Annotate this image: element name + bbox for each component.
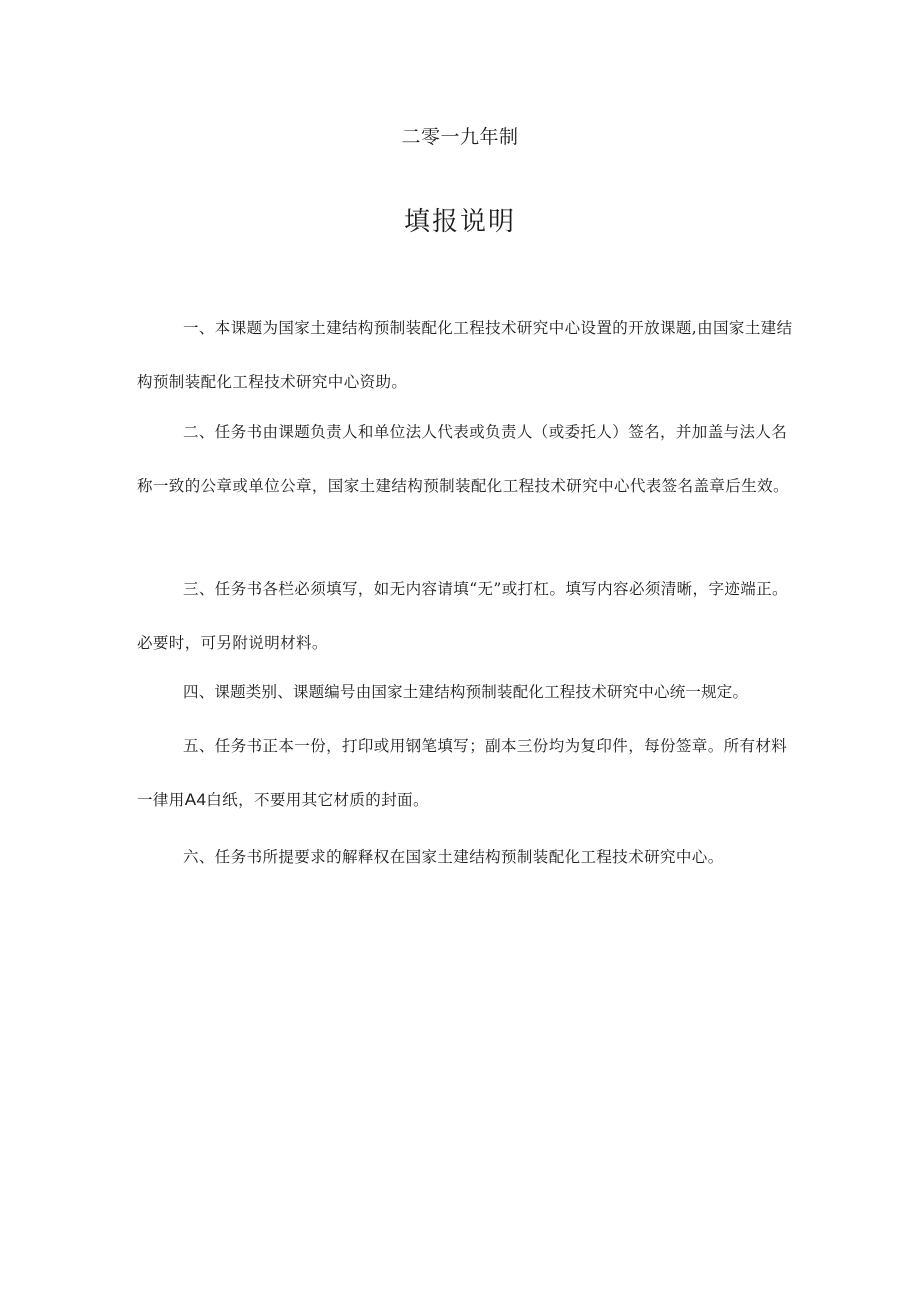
instruction-item-4: 四、课题类别、课题编号由国家土建结构预制装配化工程技术研究中心统一规定。 <box>183 683 749 701</box>
instruction-item-3: 三、任务书各栏必须填写，如无内容请填“无”或打杠。填写内容必须清晰，字迹端正。必要时，可另附说明材料。 <box>137 580 788 652</box>
instruction-item-6: 六、任务书所提要求的解释权在国家土建结构预制装配化工程技术研究中心。 <box>183 848 724 866</box>
instruction-item-5-text-after: 白纸，不要用其它材质的封面。 <box>206 791 429 809</box>
instruction-item-5 <box>137 719 797 827</box>
year-line: 二零一九年制 <box>401 126 519 148</box>
instruction-item-5-text-before: 五、任务书正本一份，打印或用钢笔填写；副本三份均为复印件，每份签章。所有材料一律用 <box>137 737 788 809</box>
instruction-item-1: 一、本课题为国家土建结构预制装配化工程技术研究中心设置的开放课题,由国家土建结构预制装配化工程技术研究中心资助。 <box>137 319 793 391</box>
paper-size: A4 <box>184 790 207 809</box>
page-title: 填报说明 <box>403 207 516 237</box>
instruction-item-2: 二、任务书由课题负责人和单位法人代表或负责人（或委托人）签名，并加盖与法人名称一致的公章或单位公章，国家土建结构预制装配化工程技术研究中心代表签名盖章后生效。 <box>137 423 789 495</box>
